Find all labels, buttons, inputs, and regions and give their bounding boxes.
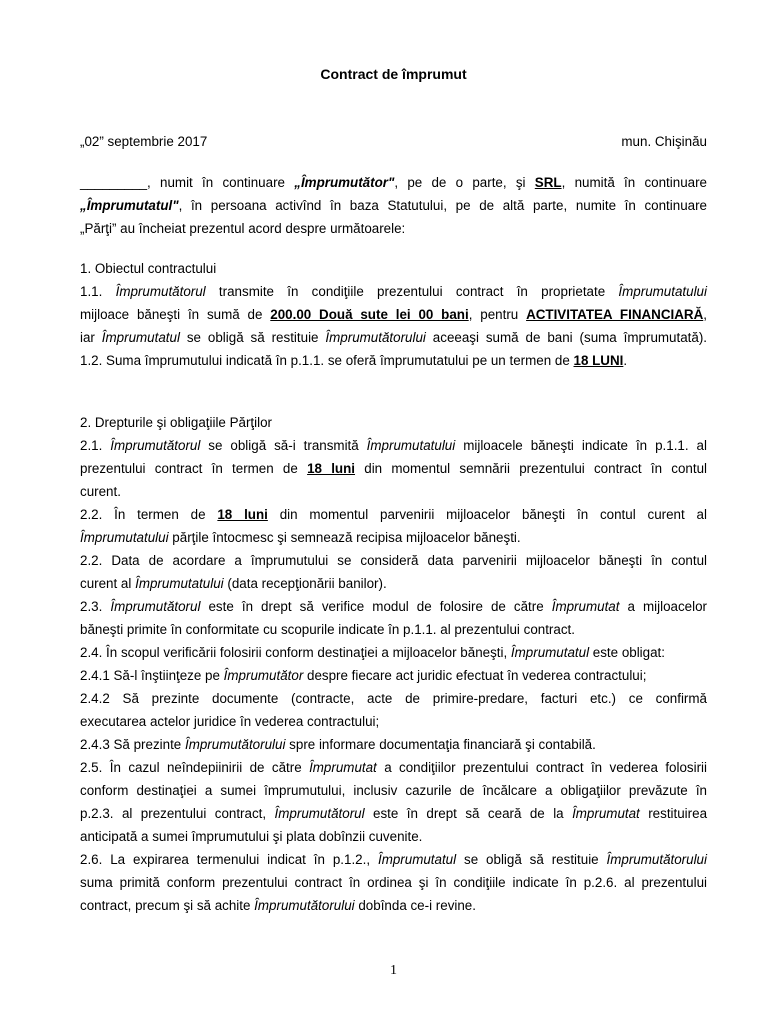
clause-2-6-line-3: contract, precum şi să achite Împrumutătorului dobînda ce-i revine. bbox=[80, 898, 476, 913]
clause-2-5-line-2: conform destinaţiei a sumei împrumutului, inclusiv cazurile de încălcare a obligaţiilor prevăzute în bbox=[80, 783, 707, 798]
clause-2-2a-line-1: 2.2. În termen de 18 luni din momentul parvenirii mijloacelor băneşti în contul curent al bbox=[80, 507, 707, 522]
clause-1-1-line-3: iar Împrumutatul se obligă să restituie Împrumutătorului aceeaşi sumă de bani (suma împrumutată). bbox=[80, 330, 708, 345]
clause-2-2b-line-1: 2.2. Data de acordare a împrumutului se consideră data parvenirii mijloacelor băneşti în contul bbox=[80, 553, 707, 568]
clause-1-1-line-1: 1.1. Împrumutătorul transmite în condiţiile prezentului contract în proprietate Împrumutatului bbox=[80, 284, 707, 299]
clause-2-4-1: 2.4.1 Să-l înştiinţeze pe Împrumutător despre fiecare act juridic efectuat în vederea contractului; bbox=[80, 668, 647, 683]
clause-2-6-line-2: suma primită conform prezentului contract în ordinea şi în condiţiile indicate în p.2.6. al prezentului bbox=[80, 875, 707, 890]
preamble bbox=[80, 171, 707, 240]
preamble-line-3: „Părţi” au încheiat prezentul acord despre următoarele: bbox=[80, 221, 406, 236]
loan-term: 18 LUNI bbox=[573, 353, 624, 368]
clause-2-1-line-3: curent. bbox=[80, 484, 121, 499]
document-title: Contract de împrumut bbox=[320, 66, 467, 82]
clause-2-6-line-1: 2.6. La expirarea termenului indicat în p.1.2., Împrumutatul se obligă să restituie Împrumutătorului bbox=[80, 852, 707, 867]
clause-2-3-line-1: 2.3. Împrumutătorul este în drept să verifice modul de folosire de către Împrumutat a mijloacelor bbox=[80, 599, 707, 614]
clause-1-1-line-2: mijloace băneşti în sumă de 200.00 Două sute lei 00 bani, pentru ACTIVITATEA FINANCIARĂ, bbox=[80, 307, 707, 322]
section-1 bbox=[80, 257, 707, 372]
clause-2-5-line-4: anticipată a sumei împrumutului şi plata dobînzii cuvenite. bbox=[80, 829, 423, 844]
lender-name: „Împrumutător" bbox=[294, 175, 395, 190]
loan-purpose: ACTIVITATEA FINANCIARĂ bbox=[526, 307, 704, 322]
borrower-name: „Împrumutatul" bbox=[80, 198, 179, 213]
section-2 bbox=[80, 411, 707, 917]
date-line bbox=[80, 134, 707, 149]
loan-amount: 200.00 Două sute lei 00 bani bbox=[270, 307, 469, 322]
clause-2-1-line-2: prezentului contract în termen de 18 luni din momentul semnării prezentului contract în contul bbox=[80, 461, 707, 476]
section-2-heading: 2. Drepturile şi obligaţiile Părţilor bbox=[80, 415, 273, 430]
clause-2-4: 2.4. În scopul verificării folosirii conform destinaţiei a mijloacelor băneşti, Împrumutatul este obligat: bbox=[80, 645, 665, 660]
clause-2-2b-line-2: curent al Împrumutatului (data recepţionării banilor). bbox=[80, 576, 387, 591]
contract-city: mun. Chişinău bbox=[621, 134, 707, 149]
clause-2-4-2-line-2: executarea actelor juridice în vederea contractului; bbox=[80, 714, 380, 729]
clause-1-2: 1.2. Suma împrumutului indicată în p.1.1. se oferă împrumutatului pe un termen de 18 LUNI. bbox=[80, 353, 628, 368]
clause-2-5-line-3: p.2.3. al prezentului contract, Împrumutătorul este în drept să ceară de la Împrumutat restituirea bbox=[80, 806, 708, 821]
clause-2-3-line-2: băneşti primite în conformitate cu scopurile indicate în p.1.1. al prezentului contract. bbox=[80, 622, 575, 637]
document-page bbox=[80, 0, 707, 1024]
srl-name: SRL bbox=[534, 175, 562, 190]
clause-2-1-line-1: 2.1. Împrumutătorul se obligă să-i transmită Împrumutatului mijloacele băneşti indicate în p.1.1. al bbox=[80, 438, 707, 453]
preamble-line-2: „Împrumutatul", în persoana activînd în baza Statutului, pe de altă parte, numite în continuare bbox=[80, 198, 707, 213]
preamble-line-1: _________, numit în continuare „Împrumutător", pe de o parte, şi SRL, numită în continuare bbox=[80, 175, 707, 190]
clause-2-5-line-1: 2.5. În cazul neîndepiinirii de către Împrumutat a condiţiilor prezentului contract în vederea folosirii bbox=[80, 760, 708, 775]
page-number: 1 bbox=[390, 963, 397, 978]
section-1-heading: 1. Obiectul contractului bbox=[80, 261, 217, 276]
clause-2-4-3: 2.4.3 Să prezinte Împrumutătorului spre informare documentaţia financiară şi contabilă. bbox=[80, 737, 596, 752]
contract-date: „02” septembrie 2017 bbox=[80, 134, 208, 149]
clause-2-2a-line-2: Împrumutatului părţile întocmesc şi semnează recipisa mijloacelor băneşti. bbox=[80, 530, 521, 545]
clause-2-4-2-line-1: 2.4.2 Să prezinte documente (contracte, acte de primire-predare, facturi etc.) ce confirmă bbox=[80, 691, 707, 706]
